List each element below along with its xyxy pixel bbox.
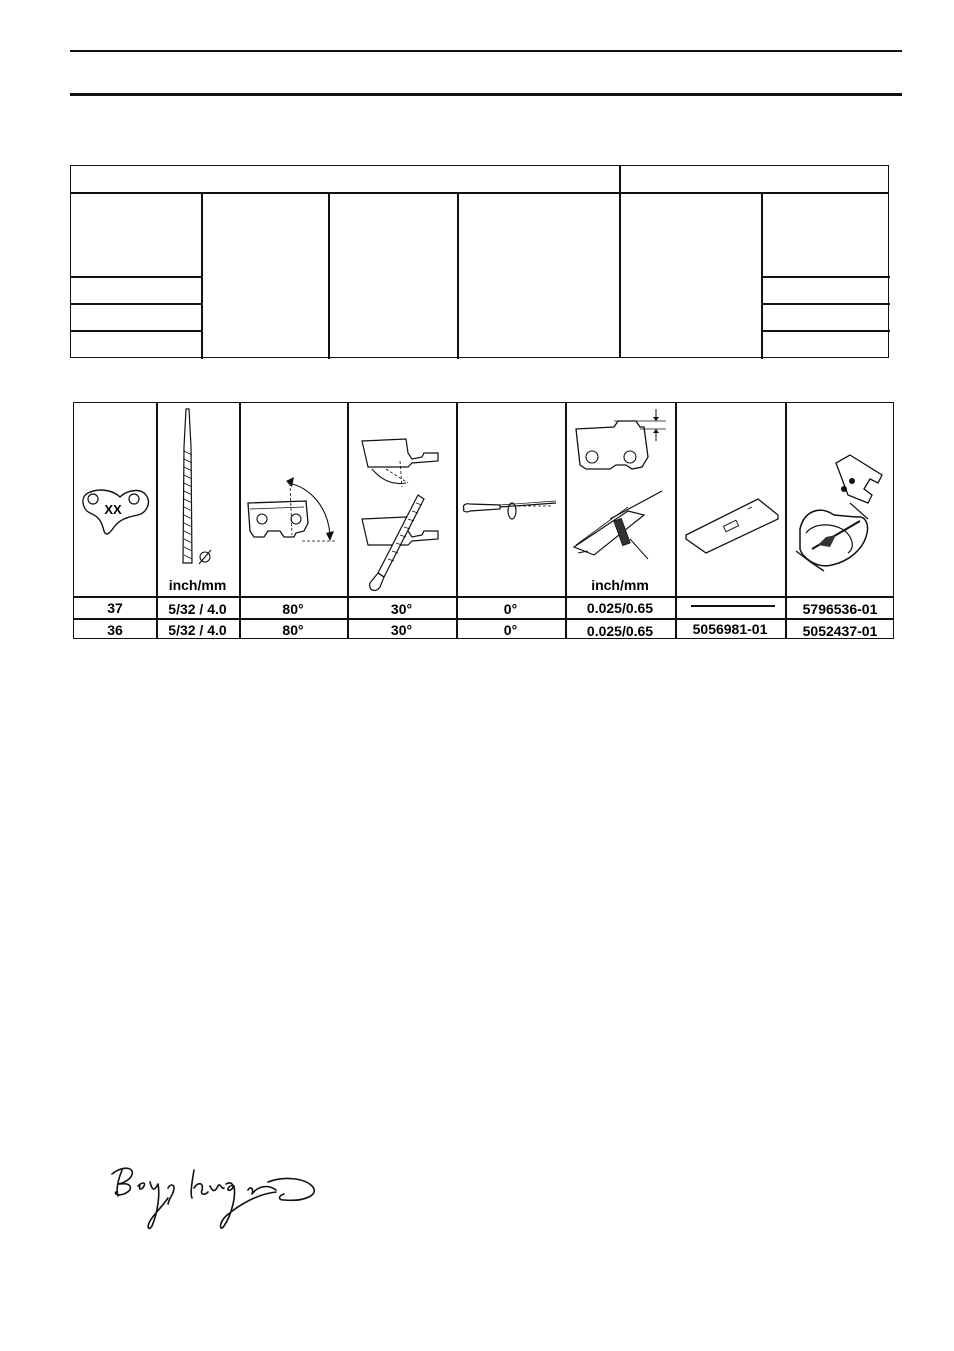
row-36-top-plate-angle: 80° (282, 622, 304, 638)
row-36-file-guide: 5052437-01 (802, 623, 878, 639)
file-guide-icon (790, 453, 890, 578)
file-holder-tilt-icon (460, 487, 560, 527)
depth-gauge-tool-icon (682, 495, 782, 555)
sharp-col-line (675, 403, 677, 638)
spec-col-line (457, 192, 459, 359)
row-36-depth-gauge: 0.025/0.65 (586, 623, 654, 639)
cutter-marker-label: XX (104, 502, 122, 517)
spec-row-line (761, 276, 890, 278)
row-36-file-diameter: 5/32 / 4.0 (168, 622, 227, 638)
side-plate-angle-icon (358, 431, 450, 591)
row-36-gauge-tool: 5056981-01 (692, 621, 768, 637)
spec-col-line (619, 166, 621, 357)
row-37-gauge-tool-none (691, 605, 775, 607)
row-37-side-plate-angle: 30° (390, 601, 413, 617)
spec-col-line (201, 192, 203, 359)
sharp-row-line (74, 596, 893, 598)
row-37-depth-gauge: 0.025/0.65 (586, 600, 654, 616)
spec-row-line (71, 330, 201, 332)
spec-col-line (761, 192, 763, 359)
row-36-side-plate-angle: 30° (390, 622, 413, 638)
header-rule-bottom (70, 93, 902, 96)
round-file-icon (170, 407, 220, 567)
chain-cutter-marking-icon (80, 483, 152, 539)
top-plate-angle-icon (244, 473, 344, 553)
row-37-tilt-angle: 0° (503, 601, 518, 617)
row-37-file-diameter: 5/32 / 4.0 (168, 601, 227, 617)
depth-gauge-unit: inch/mm (591, 577, 649, 593)
spec-col-line (328, 192, 330, 359)
handwritten-signature (108, 1160, 323, 1240)
spec-header-divider (71, 192, 888, 194)
spec-row-line (761, 303, 890, 305)
specification-table (70, 165, 889, 358)
header-rule-top (70, 50, 902, 52)
spec-row-line (761, 330, 890, 332)
row-36-chain-code: 36 (107, 622, 123, 638)
spec-row-line (71, 276, 201, 278)
file-diameter-unit: inch/mm (168, 577, 227, 593)
row-37-file-guide: 5796536-01 (802, 601, 878, 617)
spec-row-line (71, 303, 201, 305)
row-37-top-plate-angle: 80° (282, 601, 304, 617)
sharpening-table (73, 402, 894, 639)
row-37-chain-code: 37 (107, 600, 123, 616)
row-36-tilt-angle: 0° (503, 622, 518, 638)
depth-gauge-setting-icon (570, 407, 670, 567)
